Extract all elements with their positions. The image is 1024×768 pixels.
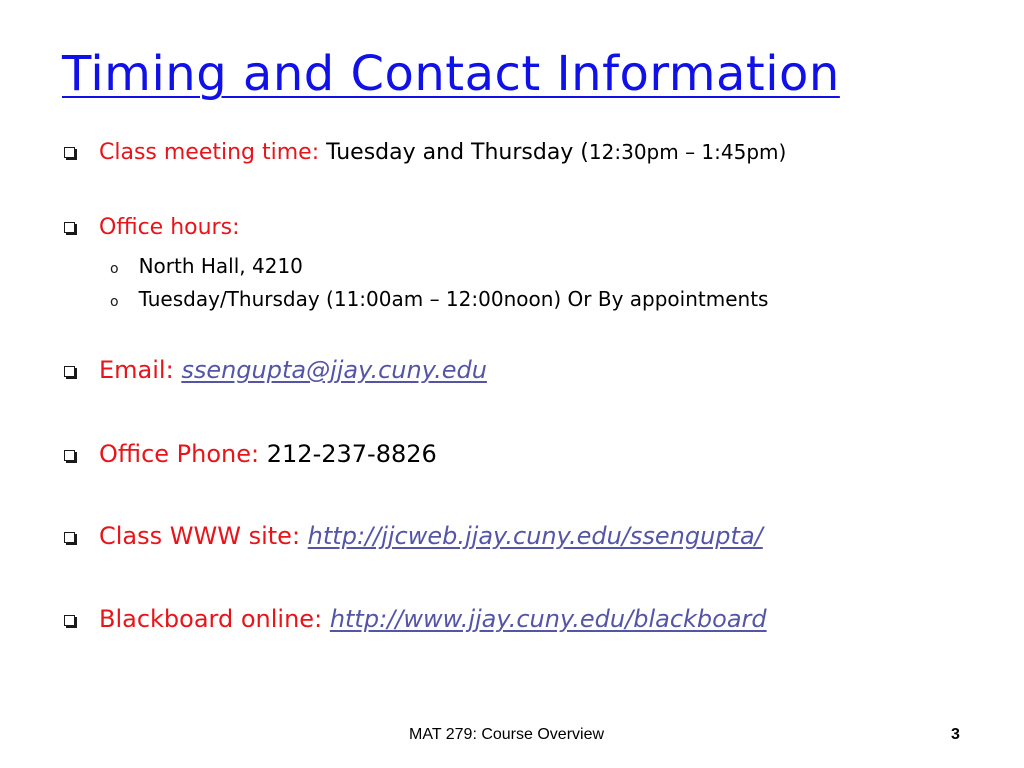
square-bullet-icon xyxy=(64,450,75,461)
office-hours-times-text: Tuesday/Thursday (11:00am – 12:00noon) Or By appointments xyxy=(138,287,769,311)
class-meeting-hours: 12:30pm – 1:45pm) xyxy=(588,140,787,164)
office-hours-location-text: North Hall, 4210 xyxy=(138,254,303,278)
office-phone-number: 212-237-8826 xyxy=(266,440,437,468)
circle-bullet-icon: o xyxy=(110,294,119,310)
slide-title: Timing and Contact Information xyxy=(62,46,840,102)
office-hours-times xyxy=(110,287,768,311)
email-link[interactable]: ssengupta@jjay.cuny.edu xyxy=(181,356,487,384)
bullet-office-hours xyxy=(64,215,239,240)
blackboard-online-link[interactable]: http://www.jjay.cuny.edu/blackboard xyxy=(329,605,767,633)
office-phone-label: Office Phone: xyxy=(99,440,260,468)
class-www-site-label: Class WWW site: xyxy=(99,522,301,550)
class-www-site-link[interactable]: http://jjcweb.jjay.cuny.edu/ssengupta/ xyxy=(307,522,763,550)
blackboard-online-label: Blackboard online: xyxy=(99,605,323,633)
footer-page-number: 3 xyxy=(951,726,960,743)
bullet-email xyxy=(64,356,487,384)
square-bullet-icon xyxy=(64,366,75,377)
square-bullet-icon xyxy=(64,532,75,543)
bullet-class-www-site xyxy=(64,522,763,550)
bullet-class-meeting-time xyxy=(64,140,786,165)
square-bullet-icon xyxy=(64,615,75,626)
office-hours-label: Office hours: xyxy=(99,215,240,240)
circle-bullet-icon: o xyxy=(110,261,119,277)
class-meeting-time-label: Class meeting time: xyxy=(99,140,320,165)
email-label: Email: xyxy=(99,356,174,384)
square-bullet-icon xyxy=(64,222,75,233)
class-meeting-days: Tuesday and Thursday ( xyxy=(326,140,589,165)
footer-course-title: MAT 279: Course Overview xyxy=(409,726,605,743)
office-hours-location xyxy=(110,254,303,278)
bullet-blackboard-online xyxy=(64,605,767,633)
square-bullet-icon xyxy=(64,147,75,158)
bullet-office-phone xyxy=(64,440,437,468)
